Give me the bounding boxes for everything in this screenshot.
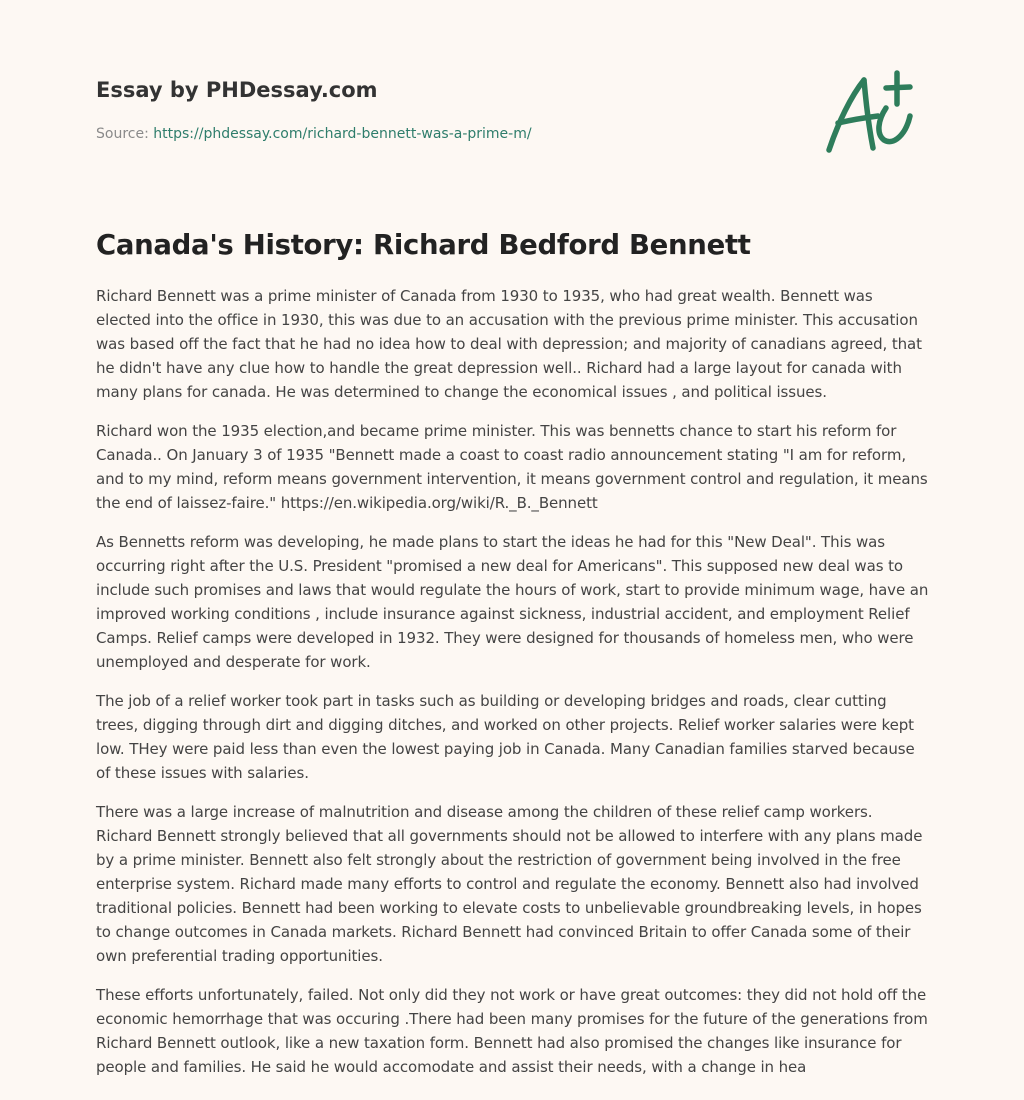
source-link[interactable]: https://phdessay.com/richard-bennett-was-a-prime-m/ xyxy=(153,126,532,142)
essay-paragraph: The job of a relief worker took part in tasks such as building or developing bridges and roads, clear cutting trees, digging through dirt and digging ditches, and worked on other projects. Relief worker salaries were kept low. THey were paid less than even the lowest paying job in Canada. Many Canadian families starved because of these issues with salaries. xyxy=(96,692,915,782)
a-plus-grade-logo-icon xyxy=(826,68,926,168)
essay-paragraph: There was a large increase of malnutrition and disease among the children of these relief camp workers. Richard Bennett strongly believed that all governments should not be allowed to interfere with any plans made by a prime minister. Bennett also felt strongly about the restriction of government being involved in the free enterprise system. Richard made many efforts to control and regulate the economy. Bennett also had involved traditional policies. Bennett had been working to elevate costs to unbelievable groundbreaking levels, in hopes to change outcomes in Canada markets. Richard Bennett had convinced Britain to offer Canada some of their own preferential trading opportunities. xyxy=(96,803,923,965)
header xyxy=(96,76,926,186)
essay-paragraph: These efforts unfortunately, failed. Not only did they not work or have great outcomes: they did not hold off the economic hemorrhage that was occuring .There had been many promises for the future of the generations from Richard Bennett outlook, like a new taxation form. Bennett had also promised the changes like insurance for people and families. He said he would accomodate and assist their needs, with a change in hea xyxy=(96,986,928,1076)
essay-paragraph: Richard won the 1935 election,and became prime minister. This was bennetts chance to start his reform for Canada.. On January 3 of 1935 "Bennett made a coast to coast radio announcement stating "I am for reform, and to my mind, reform means government intervention, it means government control and regulation, it means the end of laissez-faire." https://en.wikipedia.org/wiki/R._B._Bennett xyxy=(96,422,928,512)
source-label: Source: xyxy=(96,126,149,142)
essay-title: Canada's History: Richard Bedford Bennett xyxy=(96,229,751,261)
site-brand: Essay by PHDessay.com xyxy=(96,78,378,102)
essay-body xyxy=(96,284,931,1094)
essay-paragraph: Richard Bennett was a prime minister of Canada from 1930 to 1935, who had great wealth. Bennett was elected into the office in 1930, this was due to an accusation with the previous prime minister. This accusation was based off the fact that he had no idea how to deal with depression; and majority of canadians agreed, that he didn't have any clue how to handle the great depression well.. Richard had a large layout for canada with many plans for canada. He was determined to change the economical issues , and political issues. xyxy=(96,287,922,401)
essay-paragraph: As Bennetts reform was developing, he made plans to start the ideas he had for this "New Deal". This was occurring right after the U.S. President "promised a new deal for Americans". This supposed new deal was to include such promises and laws that would regulate the hours of work, start to provide minimum wage, have an improved working conditions , include insurance against sickness, industrial accident, and employment Relief Camps. Relief camps were developed in 1932. They were designed for thousands of homeless men, who were unemployed and desperate for work. xyxy=(96,533,929,671)
source-line xyxy=(96,124,532,144)
